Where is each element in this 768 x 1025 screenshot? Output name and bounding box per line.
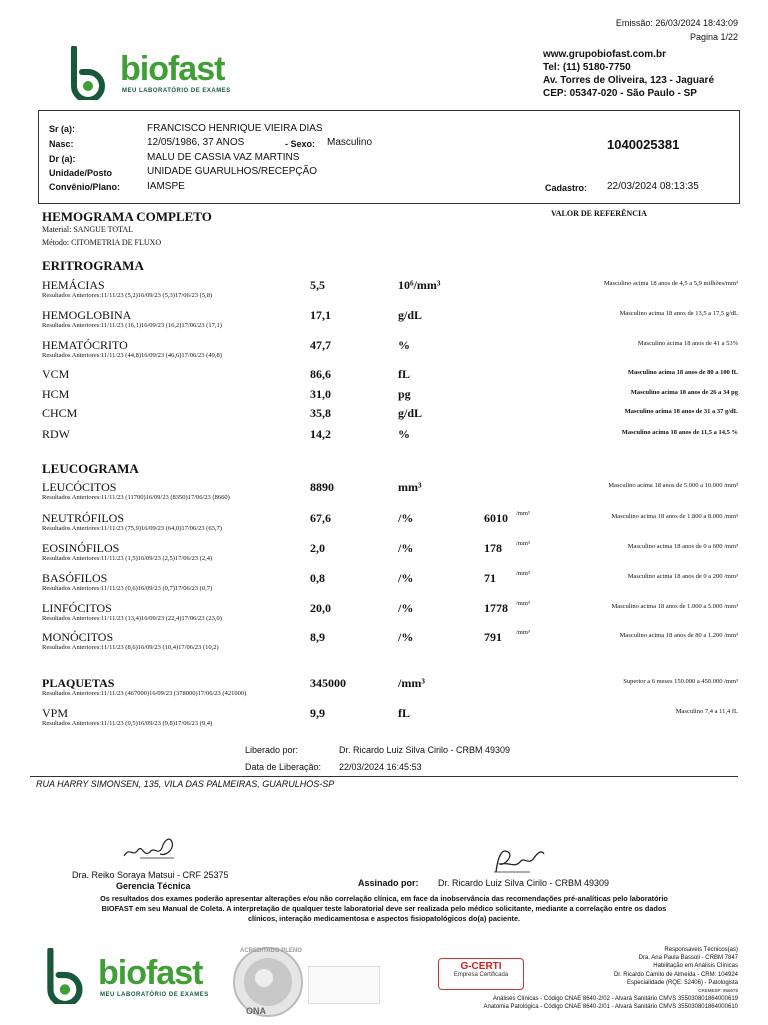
cep: CEP: 05347-020 - São Paulo - SP (543, 88, 697, 99)
responsible-line: Especialidade (RQE: 52406) - Patologista (626, 979, 738, 986)
cadastro-date: 22/03/2024 08:13:35 (607, 181, 699, 192)
result-name: BASÓFILOS (42, 571, 108, 585)
material: Material: SANGUE TOTAL (42, 225, 134, 234)
result-unit: g/dL (398, 406, 423, 420)
technical-responsibles (484, 946, 739, 1012)
data-value: 22/03/2024 16:45:53 (339, 762, 422, 772)
result-name: PLAQUETAS (42, 676, 115, 690)
ona-seal-icon (232, 944, 312, 1020)
responsible-line: Análises Clínicas - Código CNAE 8640-2/02 - Alvará Sanitário CMVS 355030801864000619 (492, 996, 738, 1003)
ona-text: ACREDITADO PLENO (240, 948, 302, 954)
leucograma-title: LEUCOGRAMA (42, 461, 139, 476)
logo-name: biofast (120, 50, 225, 88)
result-unit: /% (398, 601, 414, 615)
biofast-logo (68, 46, 231, 105)
previous-results: Resultados Anteriores:11/11/23 (467000)16/09/23 (378000)17/06/23 (421000) (42, 690, 247, 697)
previous-results: Resultados Anteriores:11/11/23 (11700)16/09/23 (8350)17/06/23 (8660) (42, 494, 230, 501)
result-name: EOSINÓFILOS (42, 541, 120, 555)
address: Av. Torres de Oliveira, 123 - Jaguaré (543, 75, 715, 86)
patient-box (38, 110, 740, 204)
left-signature-icon (120, 828, 180, 866)
eritrograma-title: ERITROGRAMA (42, 258, 144, 273)
birth-date: 12/05/1986, 37 ANOS (147, 137, 245, 148)
exam-title: HEMOGRAMA COMPLETO (42, 209, 212, 224)
biofast-logo-icon (68, 46, 112, 100)
result-value: 47,7 (310, 338, 331, 352)
reference-value: Masculino acima 18 anos de 5.000 a 10.000 /mm³ (608, 482, 738, 489)
reference-value: Masculino acima 18 anos de 11,5 a 14,5 % (621, 429, 738, 436)
ona-badge (232, 944, 382, 1020)
result-name: RDW (42, 427, 70, 441)
left-signer-role: Gerencia Técnica (116, 881, 191, 891)
absolute-value: 791 (484, 630, 502, 644)
assinado-label: Assinado por: (358, 878, 419, 888)
previous-results: Resultados Anteriores:11/11/23 (5,2)16/09/23 (5,3)17/06/23 (5,8) (42, 292, 213, 299)
right-signer-name: Dr. Ricardo Luiz Silva Cirilo - CRBM 49309 (438, 878, 610, 888)
dr-label: Dr (a): (49, 154, 76, 164)
convenio-label: Convênio/Plano: (49, 182, 121, 192)
result-value: 17,1 (310, 308, 331, 322)
result-value: 14,2 (310, 427, 331, 441)
absolute-unit: /mm³ (516, 510, 530, 517)
result-name: HEMATÓCRITO (42, 338, 128, 352)
absolute-unit: /mm³ (516, 600, 530, 607)
result-unit: /% (398, 571, 414, 585)
cadastro-label: Cadastro: (545, 183, 588, 193)
result-unit: fL (398, 367, 410, 381)
result-unit: /% (398, 541, 414, 555)
left-signer-name: Dra. Reiko Soraya Matsui - CRF 25375 (72, 870, 229, 880)
reference-value: Masculino acima 18 anos de 26 a 34 pg (630, 389, 738, 396)
reference-value: Masculino acima 18 anos de 1.000 a 5.000 /mm³ (611, 603, 738, 610)
nasc-label: Nasc: (49, 139, 74, 149)
absolute-value: 71 (484, 571, 496, 585)
result-name: LEUCÓCITOS (42, 480, 117, 494)
result-value: 67,6 (310, 511, 331, 525)
sr-label: Sr (a): (49, 124, 76, 134)
result-unit: 10⁶/mm³ (398, 278, 441, 292)
result-value: 0,8 (310, 571, 325, 585)
result-value: 8890 (310, 480, 334, 494)
result-value: 20,0 (310, 601, 331, 615)
result-value: 8,9 (310, 630, 325, 644)
website: www.grupobiofast.com.br (543, 49, 666, 60)
unidade-label: Unidade/Posto (49, 168, 113, 178)
result-value: 2,0 (310, 541, 325, 555)
absolute-unit: /mm³ (516, 540, 530, 547)
result-name: VCM (42, 367, 70, 381)
reference-value: Masculino acima 18 anos de 4,5 a 5,9 milhões/mm³ (603, 280, 738, 287)
reference-title: VALOR DE REFERÊNCIA (551, 209, 647, 218)
gcert-logo: G-CERTI (460, 961, 502, 972)
result-unit: g/dL (398, 308, 423, 322)
page-number: Pagina 1/22 (689, 32, 738, 42)
unit-address: RUA HARRY SIMONSEN, 135, VILA DAS PALMEIRAS, GUARULHOS-SP (36, 779, 335, 789)
previous-results: Resultados Anteriores:11/11/23 (75,9)16/09/23 (64,0)17/06/23 (63,7) (42, 525, 222, 532)
previous-results: Resultados Anteriores:11/11/23 (1,5)16/09/23 (2,5)17/06/23 (2,4) (42, 555, 213, 562)
result-unit: pg (398, 387, 411, 401)
unit-value: UNIDADE GUARULHOS/RECEPÇÃO (147, 166, 318, 177)
absolute-value: 178 (484, 541, 502, 555)
result-name: CHCM (42, 406, 78, 420)
liberado-value: Dr. Ricardo Luiz Silva Cirilo - CRBM 49309 (339, 745, 511, 755)
result-name: LINFÓCITOS (42, 601, 112, 615)
liberado-label: Liberado por: (245, 745, 299, 755)
previous-results: Resultados Anteriores:11/11/23 (0,6)16/09/23 (0,7)17/06/23 (0,7) (42, 585, 213, 592)
result-unit: fL (398, 706, 410, 720)
ona-logo: ONA (246, 1006, 266, 1016)
previous-results: Resultados Anteriores:11/11/23 (16,1)16/09/23 (16,2)17/06/23 (17,1) (42, 322, 222, 329)
reference-value: Masculino acima 18 anos de 41 a 53% (637, 340, 738, 347)
absolute-unit: /mm³ (516, 629, 530, 636)
logo-tagline: MEU LABORATÓRIO DE EXAMES (122, 88, 231, 94)
result-value: 31,0 (310, 387, 331, 401)
reference-value: Masculino acima 18 anos de 0 a 200 /mm³ (627, 573, 738, 580)
reference-value: Masculino acima 18 anos de 1.800 a 8.000 /mm³ (611, 513, 738, 520)
data-label: Data de Liberação: (245, 762, 322, 772)
result-unit: /mm³ (398, 676, 425, 690)
emission-datetime: Emissão: 26/03/2024 18:43:09 (615, 18, 738, 28)
gcert-sub: Empresa Certificada (453, 972, 509, 978)
responsible-line: Habilitação em Análisis Clínicas (653, 963, 738, 970)
disclaimer-line: Os resultados dos exames poderão apresentar alterações e/ou não correlação clínica, em face da inobservância das recomendações pré-analíticas pelo laboratório (100, 894, 668, 903)
result-value: 86,6 (310, 367, 331, 381)
disclaimer-line: clínicos, interação medicamentosa e aspectos fisiopatológicos do(a) paciente. (247, 914, 521, 923)
disclaimer-line: BIOFAST em seu Manual de Coleta. A interpretação de qualquer teste laboratorial deve ser realizada pelo médico solicitante, mediante a correlação entre os dados (101, 904, 667, 913)
footer-logo-tagline: MEU LABORATÓRIO DE EXAMES (100, 992, 209, 998)
sex-value: Masculino (327, 137, 373, 148)
result-name: VPM (42, 706, 69, 720)
result-name: MONÓCITOS (42, 630, 114, 644)
method: Método: CITOMETRIA DE FLUXO (42, 238, 162, 247)
result-unit: mm³ (398, 480, 422, 494)
patient-name: FRANCISCO HENRIQUE VIEIRA DIAS (147, 123, 323, 134)
reference-value: Masculino acima 18 anos de 31 a 37 g/dL (624, 408, 738, 415)
result-value: 345000 (310, 676, 346, 690)
reference-value: Superior a 6 meses 150.000 a 450.000 /mm³ (623, 678, 738, 685)
sexo-label: - Sexo: (285, 139, 316, 149)
result-unit: % (398, 338, 410, 352)
result-name: NEUTRÓFILOS (42, 511, 125, 525)
footer-logo-name: biofast (98, 954, 203, 992)
responsible-line: Dr. Ricardo Camilo de Almeida - CRM: 104924 (613, 971, 738, 978)
result-unit: /% (398, 511, 414, 525)
absolute-value: 6010 (484, 511, 508, 525)
contact-info (543, 48, 714, 100)
responsible-line: Dra. Ana Paula Bassoli - CRBM 7847 (638, 955, 738, 962)
result-unit: % (398, 427, 410, 441)
reference-value: Masculino acima 18 anos de 13,5 a 17,5 g/dL (619, 310, 738, 317)
footer-logo-icon (44, 948, 90, 1004)
reference-value: Masculino acima 18 anos de 80 a 1.200 /mm³ (619, 632, 738, 639)
right-signature-icon (490, 842, 548, 876)
responsible-line: CREMESP: 956675 (698, 988, 738, 994)
result-value: 35,8 (310, 406, 331, 420)
result-name: HEMOGLOBINA (42, 308, 132, 322)
convenio-value: IAMSPE (147, 181, 185, 192)
previous-results: Resultados Anteriores:11/11/23 (44,8)16/09/23 (46,6)17/06/23 (49,8) (42, 352, 222, 359)
result-unit: /% (398, 630, 414, 644)
disclaimer (30, 894, 738, 924)
absolute-value: 1778 (484, 601, 508, 615)
previous-results: Resultados Anteriores:11/11/23 (13,4)16/09/23 (22,4)17/06/23 (23,0) (42, 615, 222, 622)
result-value: 9,9 (310, 706, 325, 720)
reference-value: Masculino acima 18 anos de 0 a 600 /mm³ (627, 543, 738, 550)
previous-results: Resultados Anteriores:11/11/23 (9,5)16/09/23 (9,8)17/06/23 (9,4) (42, 720, 213, 727)
responsible-line: Anatomia Patológica - Código CNAE 8640-2/01 - Alvará Sanitário CMVS 355030801864000610 (483, 1004, 738, 1011)
responsible-line: Responsaveis Técnicos(as) (664, 947, 738, 953)
emission-info (616, 16, 738, 44)
divider (30, 776, 738, 777)
request-id: 1040025381 (607, 137, 680, 152)
reference-value: Masculino acima 18 anos de 80 a 100 fL (627, 369, 738, 376)
absolute-unit: /mm³ (516, 570, 530, 577)
result-name: HEMÁCIAS (42, 278, 105, 292)
result-value: 5,5 (310, 278, 325, 292)
phone: Tel: (11) 5180-7750 (543, 62, 631, 73)
doctor-name: MALU DE CASSIA VAZ MARTINS (147, 152, 300, 163)
footer-biofast-logo (44, 948, 209, 1009)
ona-certificate (308, 966, 380, 1004)
result-name: HCM (42, 387, 70, 401)
previous-results: Resultados Anteriores:11/11/23 (8,6)16/09/23 (10,4)17/06/23 (10,2) (42, 644, 219, 651)
reference-value: Masculino 7,4 a 11,4 fL (675, 708, 738, 715)
